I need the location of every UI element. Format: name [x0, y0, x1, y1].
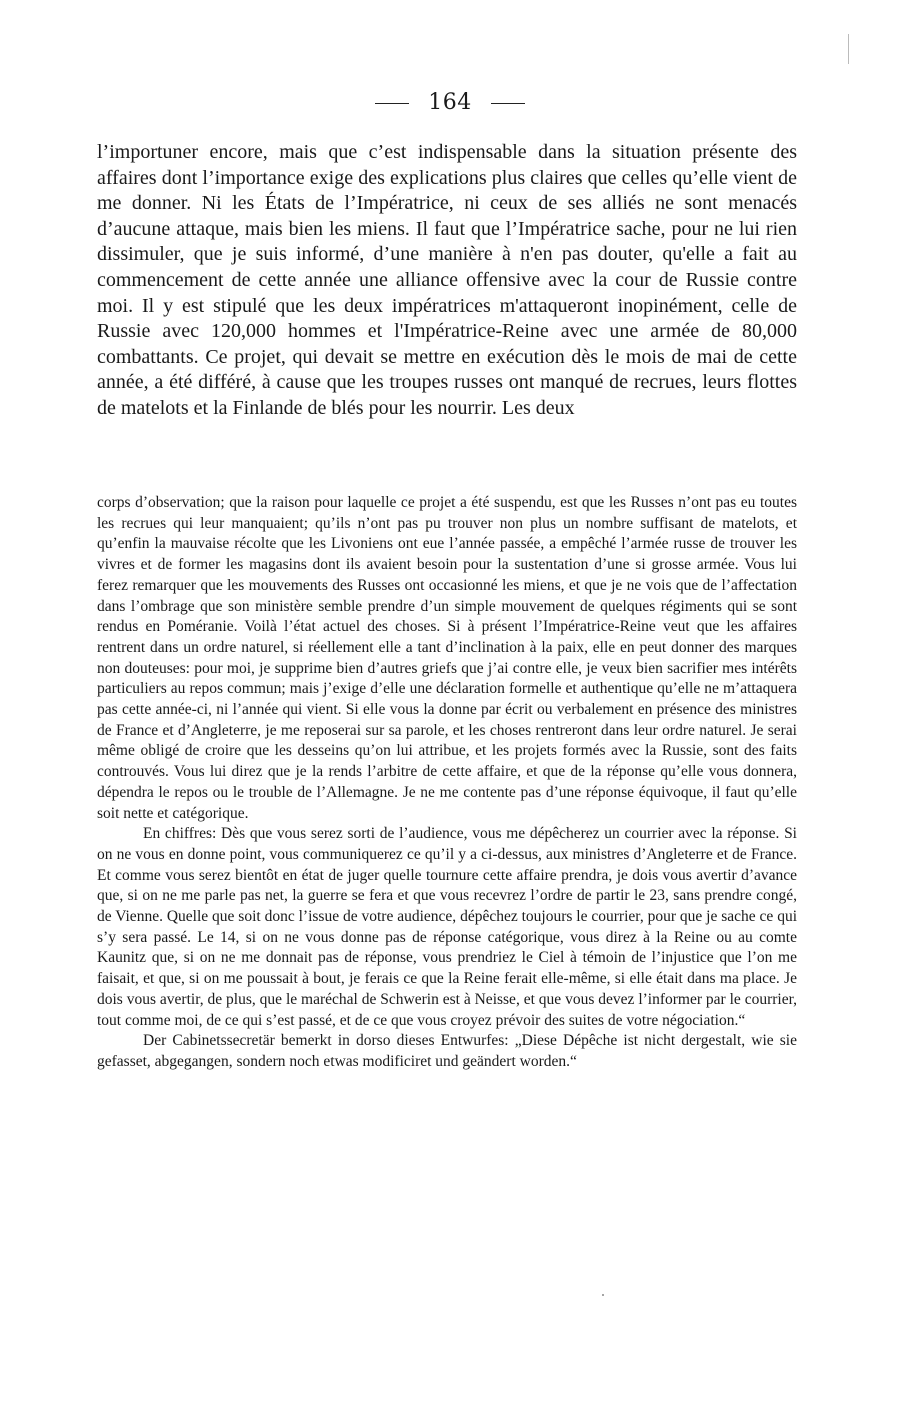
note-paragraph-3: Der Cabinetssecretär bemerkt in dorso dieses Entwurfes: „Diese Dépêche ist nicht dergestalt, wie sie gefasset, abgegangen, sondern noch etwas modificiret und geändert worden.“: [97, 1032, 797, 1070]
note-paragraph-1: corps d’observation; que la raison pour laquelle ce projet a été suspendu, est que les Russes n’ont pas eu toutes les recrues qui leur manquaient; qu’ils n’ont pas pu trouver non plus un nombre suffisant de matelots, et qu’enfin la mauvaise récolte que les Livoniens ont eue l’année passée, a empêché l’armée russe de trouver les vivres et de former les magasins dont ils avaient besoin pour la sustentation d’une si grosse armée. Vous lui ferez remarquer que les mouvements des Russes ont occasionné les miens, et que je ne vois que de l’affectation dans l’ombrage que son ministère semble prendre d’un simple mouvement de quelques régiments qui se sont rendus en Poméranie. Voilà l’état actuel des choses. Si à présent l’Impératrice-Reine veut que les affaires rentrent dans un ordre naturel, si réellement elle a tant d’inclination à la paix, elle en peut donner des marques non douteuses: pour moi, je supprime bien d’autres griefs que j’ai contre elle, je veux bien sacrifier mes intérêts particuliers au repos commun; mais j’exige d’elle une déclaration formelle et authentique qu’elle ne m’attaquera pas cette année-ci, ni l’année qui vient. Si elle vous la donne par écrit ou verbalement en présence des ministres de France et d’Angleterre, je me reposerai sur sa parole, et les choses rentreront dans leur ordre naturel. Je serai même obligé de croire que les desseins qu’on lui attribue, et les projets formés avec la Russie, sont des faits controuvés. Vous lui direz que je la rends l’arbitre de cette affaire, et que de la réponse qu’elle vous donnera, dépendra le repos ou le trouble de l’Allemagne. Je ne me contente pas d’une réponse équivoque, il faut qu’elle soit nette et catégorique.: [97, 494, 797, 822]
header-dash-left: [375, 103, 409, 104]
margin-mark: [848, 34, 849, 64]
footnote-text: [97, 493, 797, 1073]
page-header: [0, 90, 900, 115]
main-paragraph: l’importuner encore, mais que c’est indispensable dans la situation présente des affaires dont l’importance exige des explications plus claires que celles qu’elle vient de me donner. Ni les États de l’Impératrice, ni ceux de ses alliés ne sont menacés d’aucune attaque, mais bien les miens. Il faut que l’Impératrice sache, pour ne lui rien dissimuler, que je suis informé, d’une manière à n'en pas douter, qu'elle a fait au commencement de cette année une alliance offensive avec la cour de Russie contre moi. Il y est stipulé que les deux impératrices m'attaqueront inopinément, celle de Russie avec 120,000 hommes et l'Impératrice-Reine avec une armée de 80,000 combattants. Ce projet, qui devait se mettre en exécution dès le mois de mai de cette année, a été différé, à cause que les troupes russes ont manqué de recrues, leurs flottes de matelots et la Finlande de blés pour les nourrir. Les deux: [97, 141, 797, 419]
header-dash-right: [491, 103, 525, 104]
main-body-text: [97, 140, 797, 422]
note-paragraph-2: En chiffres: Dès que vous serez sorti de l’audience, vous me dépêcherez un courrier avec la réponse. Si on ne vous en donne point, vous communiquerez ce qu’il y a ci-dessus, aux ministres d’Angleterre et de France. Et comme vous serez bientôt en état de juger quelle tournure cette affaire prendra, je dois vous avertir d’avance que, si on ne me parle pas net, la guerre se fera et que vous recevrez l’ordre de partir le 23, sans prendre congé, de Vienne. Quelle que soit donc l’issue de votre audience, dépêchez toujours le courrier, pour que je sache ce qui s’y sera passé. Le 14, si on ne vous donne pas de réponse catégorique, vous direz à la Reine ou au comte Kaunitz que, si on ne me donnait pas de réponse, vous prendriez le Ciel à témoin de l’injustice que l’on me faisait, et que, si on me poussait à bout, je ferais ce que la Reine ferait elle-même, si elle était dans ma place. Je dois vous avertir, de plus, que le maréchal de Schwerin est à Neisse, et que vous devez l’informer par le courrier, tout comme moi, de ce qui s’est passé, et de ce que vous croyez prévoir des suites de votre négociation.“: [97, 825, 797, 1029]
page-number: 164: [428, 90, 472, 115]
paper-speck: [602, 1294, 604, 1296]
